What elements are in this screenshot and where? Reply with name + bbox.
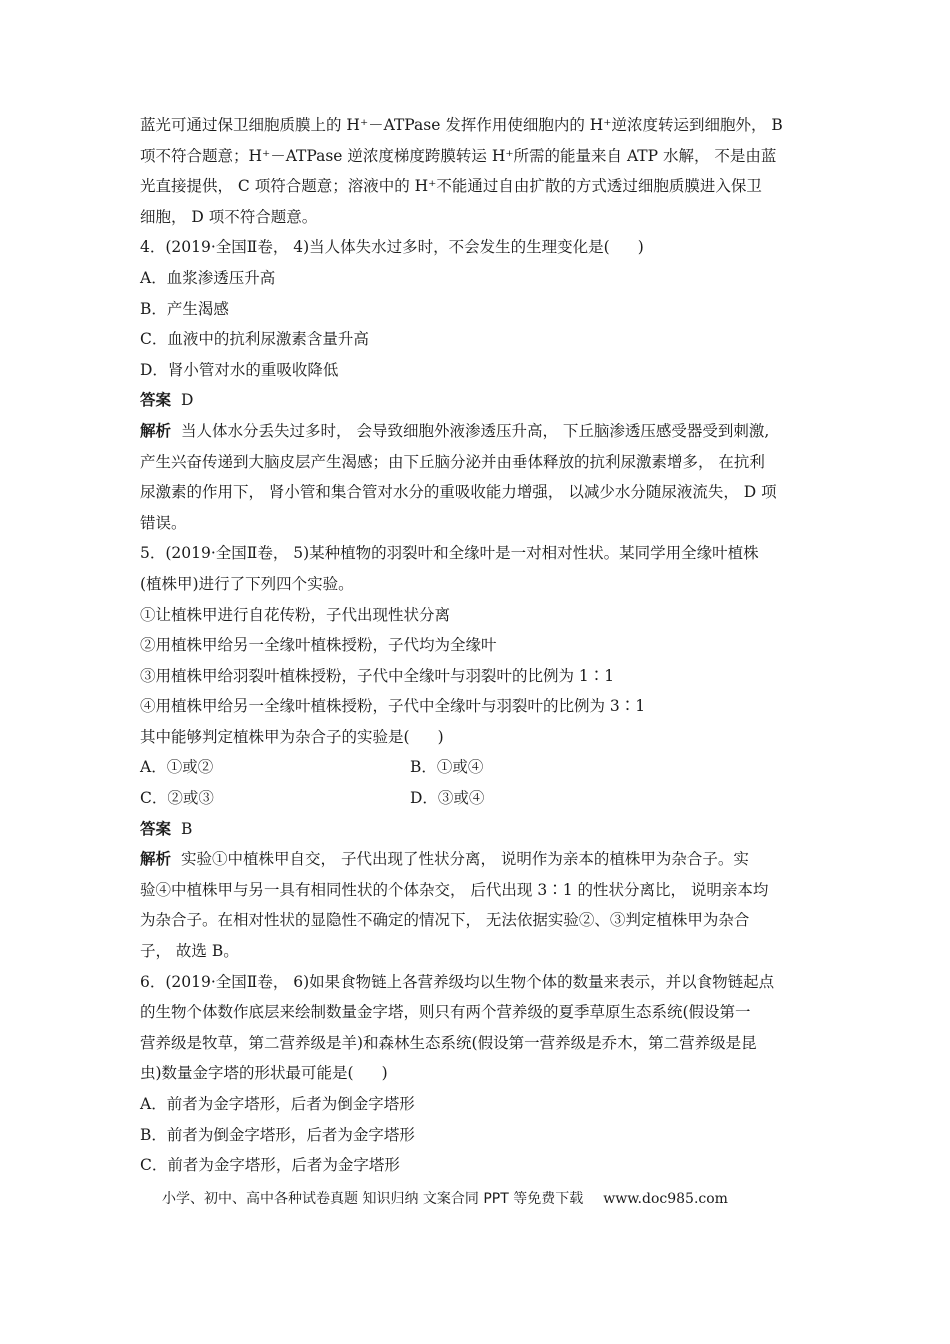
options-row <box>140 783 820 814</box>
analysis-label: 解析 <box>140 420 172 440</box>
answer-label: 答案 <box>140 390 172 410</box>
answer-label: 答案 <box>140 818 172 838</box>
option-d: D．肾小管对水的重吸收降低 <box>140 360 339 379</box>
option-c: C．血液中的抗利尿激素含量升高 <box>140 330 369 349</box>
question-4 <box>140 232 820 538</box>
question-prompt: 其中能够判定植株甲为杂合子的实验是( ) <box>140 727 444 746</box>
question-stem: 虫)数量金字塔的形状最可能是( ) <box>140 1064 388 1083</box>
analysis-label: 解析 <box>140 849 172 869</box>
answer <box>140 814 820 845</box>
option-a: A．前者为金字塔形，后者为倒金字塔形 <box>140 1095 415 1113</box>
answer <box>140 385 820 416</box>
footer-url[interactable]: www.doc985.com <box>603 1191 728 1207</box>
page-footer <box>162 1188 728 1208</box>
option-d: D．③或④ <box>410 789 485 808</box>
option-a: A．①或② <box>140 758 214 777</box>
text-line: 项不符合题意；H⁺－ATPase 逆浓度梯度跨膜转运 H⁺所需的能量来自 ATP 水解， 不是由蓝 <box>140 146 777 165</box>
question-stem: 5．(2019·全国Ⅱ卷， 5)某种植物的羽裂叶和全缘叶是一对相对性状。某同学用全缘叶植株 <box>140 544 759 563</box>
question-stem: 4．(2019·全国Ⅱ卷， 4)当人体失水过多时，不会发生的生理变化是( ) <box>140 238 644 257</box>
experiment-4: ④用植株甲给另一全缘叶植株授粉，子代中全缘叶与羽裂叶的比例为 3∶1 <box>140 697 646 716</box>
question-stem: (植株甲)进行了下列四个实验。 <box>140 574 354 593</box>
question-stem: 6．(2019·全国Ⅱ卷， 6)如果食物链上各营养级均以生物个体的数量来表示，并以食物链起点 <box>140 972 775 991</box>
analysis-line: 子， 故选 B。 <box>140 942 239 961</box>
analysis-line: 解析 当人体水分丢失过多时， 会导致细胞外液渗透压升高， 下丘脑渗透压感受器受到刺激, <box>140 420 770 440</box>
analysis-line: 解析 实验①中植株甲自交， 子代出现了性状分离， 说明作为亲本的植株甲为杂合子。实 <box>140 849 749 869</box>
question-5 <box>140 538 820 966</box>
question-stem: 的生物个体数作底层来绘制数量金字塔，则只有两个营养级的夏季草原生态系统(假设第一 <box>140 1003 751 1022</box>
option-b: B．①或④ <box>410 758 484 777</box>
document-page <box>140 110 820 1181</box>
answer-value: D <box>181 391 194 410</box>
experiment-2: ②用植株甲给另一全缘叶植株授粉，子代均为全缘叶 <box>140 636 497 655</box>
text-line: 光直接提供， C 项符合题意；溶液中的 H⁺不能通过自由扩散的方式透过细胞质膜进入保卫 <box>140 177 762 196</box>
experiment-1: ①让植株甲进行自花传粉，子代出现性状分离 <box>140 605 451 624</box>
analysis-line: 产生兴奋传递到大脑皮层产生渴感；由下丘脑分泌并由垂体释放的抗利尿激素增多， 在抗利 <box>140 452 765 471</box>
question-stem: 营养级是牧草，第二营养级是羊)和森林生态系统(假设第一营养级是乔木，第二营养级是昆 <box>140 1033 757 1052</box>
option-c: C．②或③ <box>140 789 214 808</box>
text-line: 细胞， D 项不符合题意。 <box>140 207 318 226</box>
options-row <box>140 752 820 783</box>
option-b: B．前者为倒金字塔形，后者为金字塔形 <box>140 1125 415 1144</box>
text-line: 蓝光可通过保卫细胞质膜上的 H⁺－ATPase 发挥作用使细胞内的 H⁺逆浓度转运到细胞外， B <box>140 116 783 134</box>
option-c: C．前者为金字塔形，后者为金字塔形 <box>140 1156 400 1175</box>
option-a: A．血浆渗透压升高 <box>140 268 276 287</box>
question-6 <box>140 967 820 1181</box>
analysis-line: 错误。 <box>140 513 187 532</box>
previous-analysis-continuation <box>140 110 820 232</box>
analysis-line: 验④中植株甲与另一具有相同性状的个体杂交， 后代出现 3∶1 的性状分离比， 说明亲本均 <box>140 880 769 899</box>
analysis-line: 尿激素的作用下， 肾小管和集合管对水分的重吸收能力增强， 以减少水分随尿液流失， D 项 <box>140 483 777 502</box>
option-b: B．产生渴感 <box>140 299 229 318</box>
experiment-3: ③用植株甲给羽裂叶植株授粉，子代中全缘叶与羽裂叶的比例为 1∶1 <box>140 666 615 685</box>
answer-value: B <box>181 819 193 838</box>
footer-text: 小学、初中、高中各种试卷真题 知识归纳 文案合同 PPT 等免费下载 <box>162 1191 584 1207</box>
analysis-line: 为杂合子。在相对性状的显隐性不确定的情况下， 无法依据实验②、③判定植株甲为杂合 <box>140 911 750 930</box>
